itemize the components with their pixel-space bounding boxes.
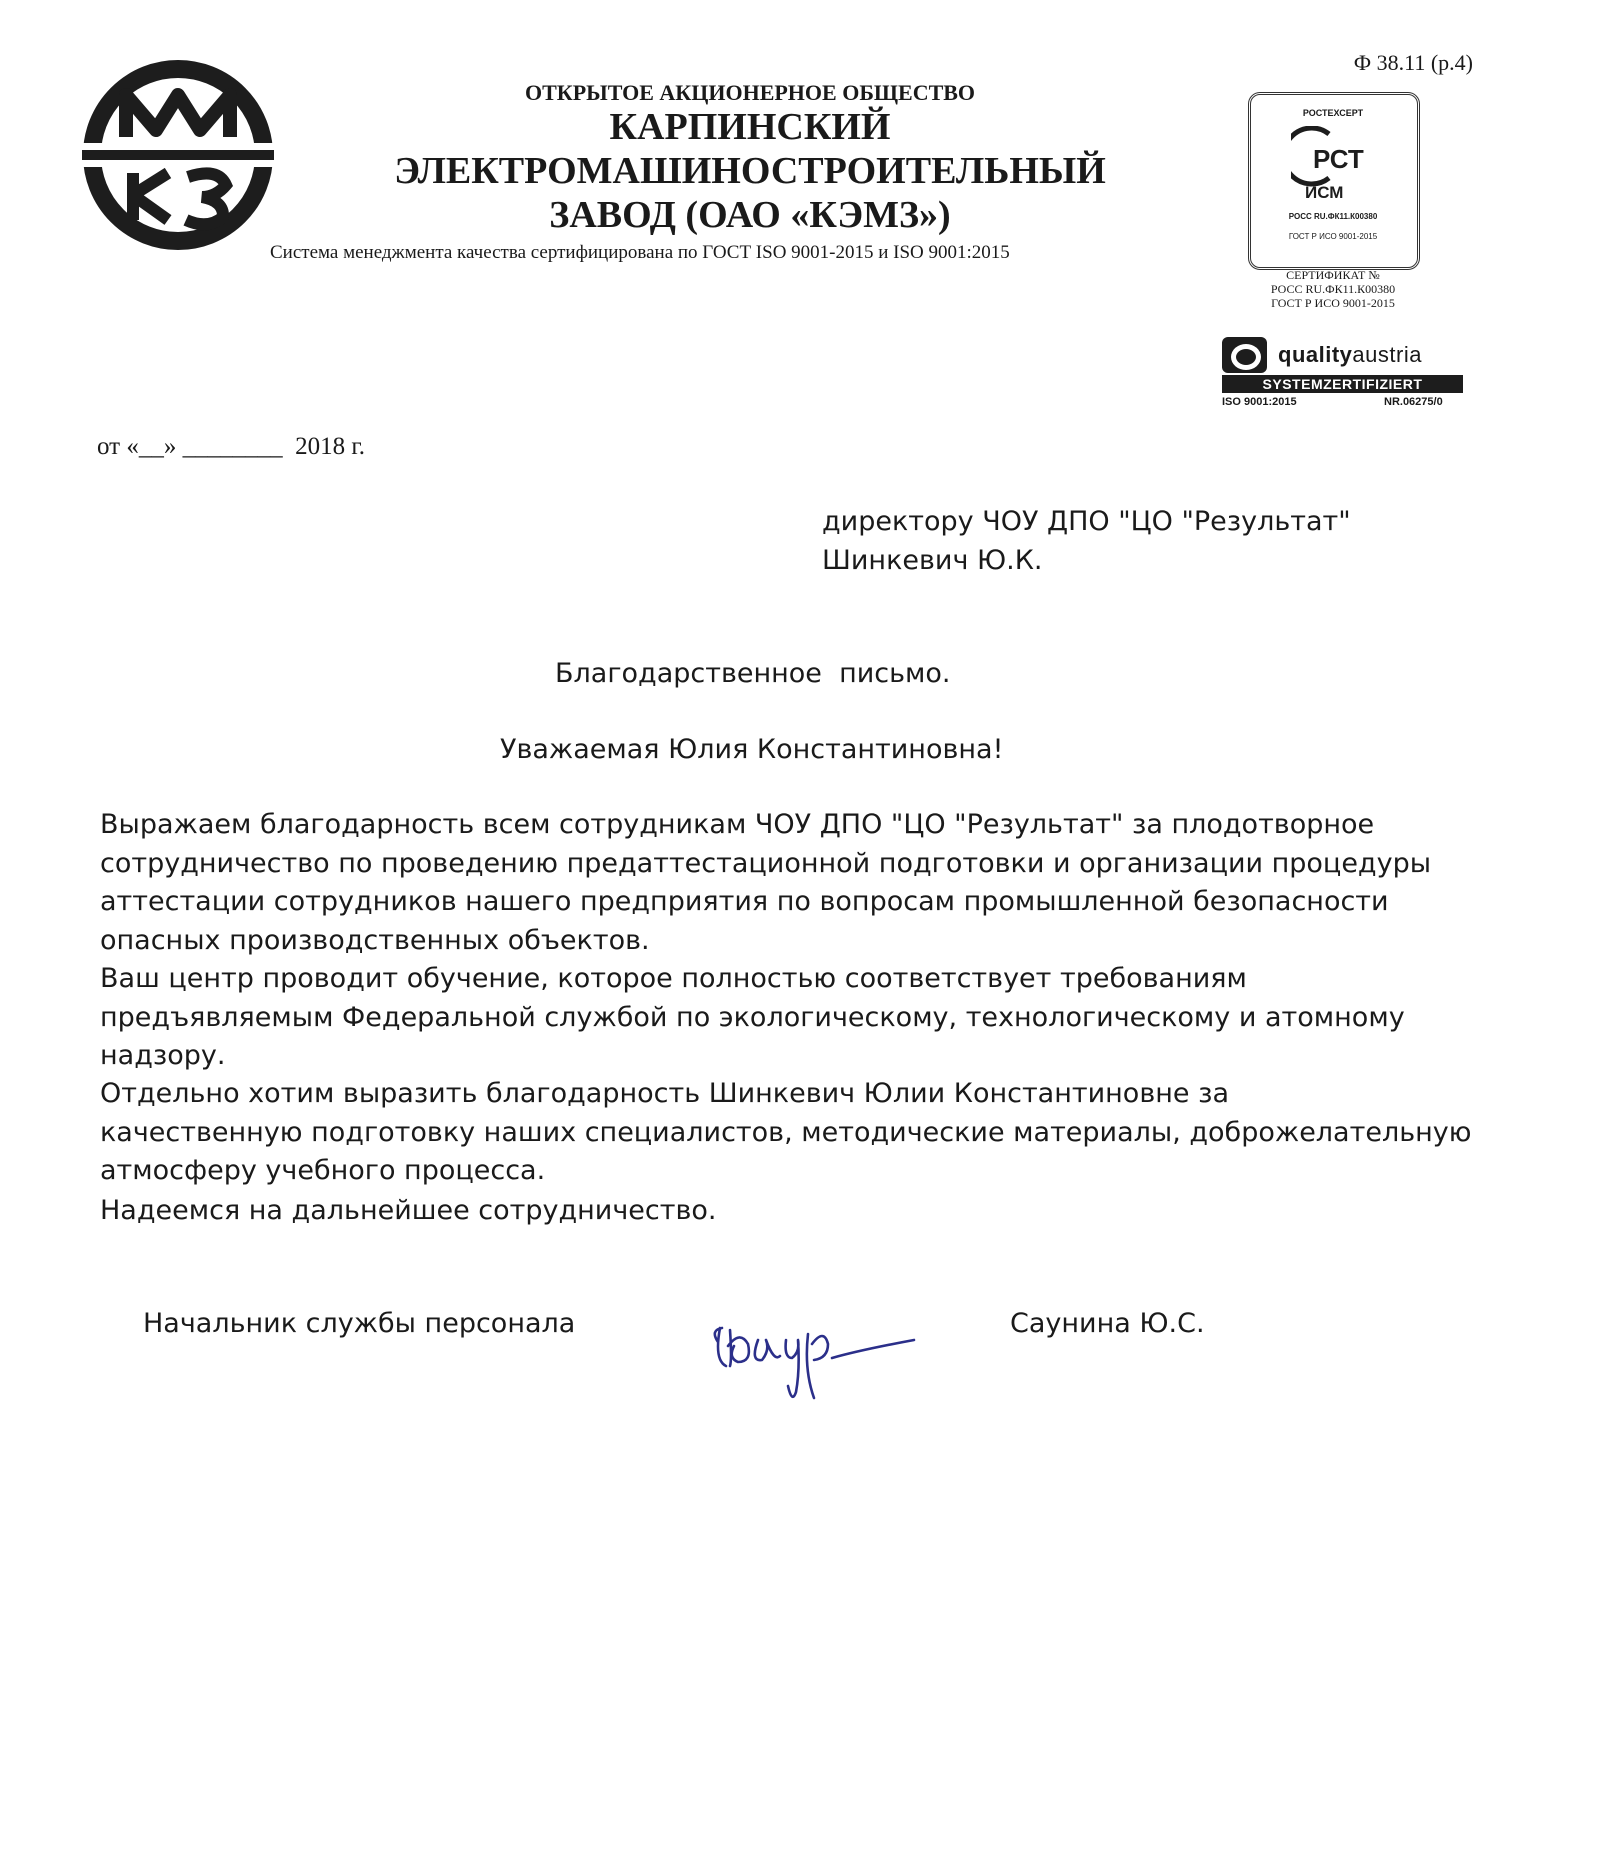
quality-austria-number: NR.06275/0 [1384, 396, 1443, 408]
certificate-caption [1230, 268, 1436, 310]
letter-title: Благодарственное письмо. [555, 658, 951, 689]
org-name [380, 105, 1120, 237]
salutation: Уважаемая Юлия Константиновна! [500, 734, 1004, 765]
signatory-name: Саунина Ю.С. [1010, 1308, 1205, 1339]
rostest-mark-icon [1291, 126, 1375, 204]
rostest-label: РОСТЕХСЕРТ [1302, 108, 1364, 118]
org-type: ОТКРЫТОЕ АКЦИОНЕРНОЕ ОБЩЕСТВО [524, 80, 976, 105]
quality-austria-brand [1278, 342, 1422, 368]
quality-austria-iso: ISO 9001:2015 [1222, 396, 1297, 408]
certificate-caption-line: ГОСТ Р ИСО 9001-2015 [1271, 296, 1395, 310]
quality-austria-bar: SYSTEMZERTIFIZIERT [1222, 375, 1463, 393]
org-name-line: ЭЛЕКТРОМАШИНОСТРОИТЕЛЬНЫЙ [394, 150, 1106, 192]
handwritten-signature [700, 1300, 930, 1410]
letter-paragraph: Отдельно хотим выразить благодарность Шинкевич Юлии Константиновне за качественную подготовку наших специалистов, методические материалы, доброжелательную атмосферу учебного процесса. [100, 1078, 1472, 1186]
quality-austria-brand-light: austria [1352, 342, 1422, 367]
quality-austria-q-icon [1222, 337, 1267, 373]
rostest-mark-top: РСТ [1313, 144, 1364, 174]
org-name-line: ЗАВОД (ОАО «КЭМЗ») [549, 194, 951, 236]
signatory-title: Начальник службы персонала [143, 1308, 576, 1339]
certificate-caption-line: РОСС RU.ФК11.К00380 [1270, 282, 1396, 296]
addressee [822, 502, 1351, 580]
letter-paragraph: Ваш центр проводит обучение, которое полностью соответствует требованиям предъявляемым Федеральной службой по экологическому, технологическому и атомному надзору. [100, 963, 1405, 1071]
rostest-mark-bottom: ИСМ [1305, 183, 1344, 202]
letter-date: от «__» ________ 2018 г. [97, 433, 366, 460]
form-number: Ф 38.11 (р.4) [1353, 50, 1473, 75]
rostest-reg-number: РОСС RU.ФК11.К00380 [1288, 212, 1378, 221]
addressee-line: директору ЧОУ ДПО "ЦО "Результат" [822, 506, 1351, 537]
org-name-line: КАРПИНСКИЙ [609, 106, 891, 148]
company-logo [78, 55, 278, 255]
quality-austria-brand-bold: quality [1278, 342, 1353, 367]
letter-paragraph: Выражаем благодарность всем сотрудникам ЧОУ ДПО "ЦО "Результат" за плодотворное сотрудничество по проведению предаттестационной подготовки и организации процедуры аттестации сотрудников нашего предприятия по вопросам промышленной безопасности опасных производственных объектов. [100, 809, 1432, 956]
rostest-standard: ГОСТ Р ИСО 9001-2015 [1288, 232, 1378, 241]
qms-certification-note: Система менеджмента качества сертифицирована по ГОСТ ISO 9001-2015 и ISO 9001:2015 [270, 242, 1010, 263]
addressee-line: Шинкевич Ю.К. [822, 545, 1043, 576]
letter-paragraph: Надеемся на дальнейшее сотрудничество. [100, 1195, 717, 1226]
certificate-caption-line: СЕРТИФИКАТ № [1286, 268, 1380, 282]
